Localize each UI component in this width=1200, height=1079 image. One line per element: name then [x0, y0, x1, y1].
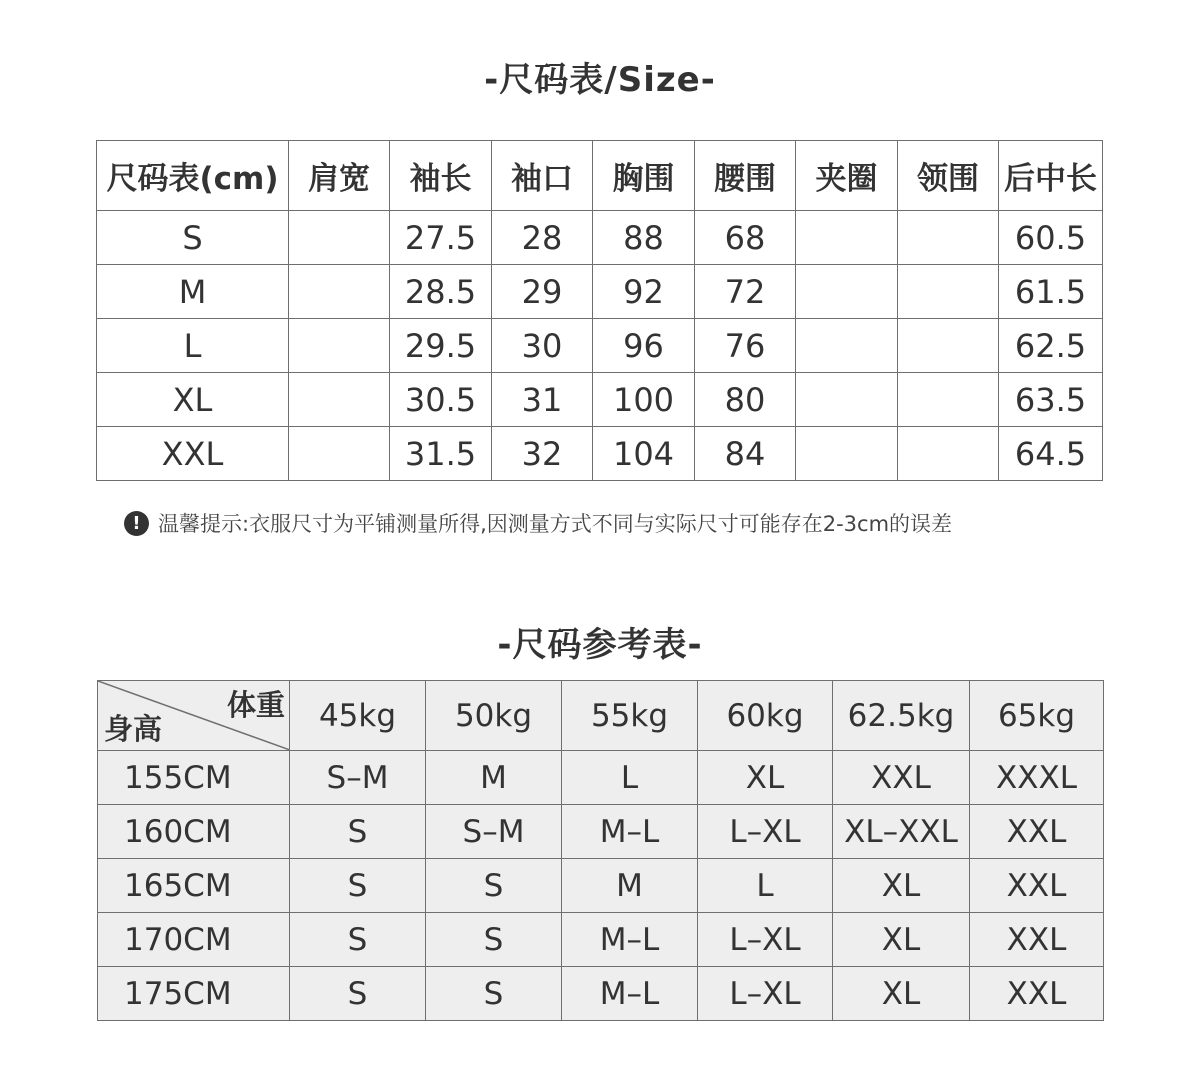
size-cell: 63.5	[999, 373, 1103, 427]
reference-row	[98, 859, 1104, 913]
size-header-cell: 夹圈	[796, 141, 898, 211]
size-suggestion-cell: M–L	[562, 805, 698, 859]
weight-header-cell: 60kg	[698, 681, 833, 751]
size-cell	[898, 373, 999, 427]
size-suggestion-cell: M–L	[562, 967, 698, 1021]
size-cell	[289, 427, 390, 481]
size-cell	[289, 211, 390, 265]
size-suggestion-cell: M	[426, 751, 562, 805]
size-cell	[289, 373, 390, 427]
size-cell	[796, 373, 898, 427]
size-header-cell: 袖口	[492, 141, 593, 211]
size-suggestion-cell: XXL	[970, 913, 1104, 967]
height-cell: 175CM	[98, 967, 290, 1021]
reference-header-row	[98, 681, 1104, 751]
size-suggestion-cell: S	[426, 913, 562, 967]
size-header-cell: 袖长	[390, 141, 492, 211]
size-suggestion-cell: S	[290, 913, 426, 967]
reference-row	[98, 751, 1104, 805]
size-cell: 29	[492, 265, 593, 319]
size-header-cell: 领围	[898, 141, 999, 211]
size-cell	[898, 319, 999, 373]
size-cell	[796, 319, 898, 373]
size-cell: 61.5	[999, 265, 1103, 319]
size-suggestion-cell: S	[426, 859, 562, 913]
size-suggestion-cell: XXL	[833, 751, 970, 805]
size-suggestion-cell: XL–XXL	[833, 805, 970, 859]
size-suggestion-cell: M–L	[562, 913, 698, 967]
size-row	[97, 427, 1103, 481]
size-suggestion-cell: S	[426, 967, 562, 1021]
size-suggestion-cell: L–XL	[698, 967, 833, 1021]
size-cell: 60.5	[999, 211, 1103, 265]
size-suggestion-cell: XL	[833, 913, 970, 967]
weight-header-cell: 62.5kg	[833, 681, 970, 751]
height-cell: 165CM	[98, 859, 290, 913]
size-note-text: 温馨提示:衣服尺寸为平铺测量所得,因测量方式不同与实际尺寸可能存在2-3cm的误差	[158, 512, 953, 536]
size-suggestion-cell: XL	[698, 751, 833, 805]
size-suggestion-cell: L–XL	[698, 805, 833, 859]
size-cell: 27.5	[390, 211, 492, 265]
reference-chart-table	[97, 680, 1104, 1021]
size-cell: 31	[492, 373, 593, 427]
size-header-cell: 腰围	[695, 141, 796, 211]
size-header-cell: 胸围	[593, 141, 695, 211]
corner-height-label: 身高	[104, 712, 163, 746]
size-suggestion-cell: S	[290, 967, 426, 1021]
size-cell: 64.5	[999, 427, 1103, 481]
reference-chart-title: -尺码参考表-	[497, 625, 703, 665]
size-cell: 80	[695, 373, 796, 427]
size-chart-title: -尺码表/Size-	[484, 60, 716, 100]
weight-header-cell: 50kg	[426, 681, 562, 751]
size-cell: 32	[492, 427, 593, 481]
reference-row	[98, 913, 1104, 967]
weight-header-cell: 45kg	[290, 681, 426, 751]
size-suggestion-cell: L	[698, 859, 833, 913]
size-cell: L	[97, 319, 289, 373]
height-cell: 155CM	[98, 751, 290, 805]
corner-weight-label: 体重	[226, 688, 285, 722]
size-cell: 68	[695, 211, 796, 265]
size-suggestion-cell: XXXL	[970, 751, 1104, 805]
size-cell: 96	[593, 319, 695, 373]
size-header-row	[97, 141, 1103, 211]
size-suggestion-cell: XXL	[970, 805, 1104, 859]
exclamation-icon: !	[124, 511, 149, 536]
size-cell	[796, 211, 898, 265]
size-cell: 72	[695, 265, 796, 319]
size-cell: XL	[97, 373, 289, 427]
size-suggestion-cell: XXL	[970, 967, 1104, 1021]
size-suggestion-cell: M	[562, 859, 698, 913]
size-cell: 76	[695, 319, 796, 373]
size-suggestion-cell: S–M	[426, 805, 562, 859]
size-cell: 84	[695, 427, 796, 481]
size-cell: 30.5	[390, 373, 492, 427]
size-cell: 62.5	[999, 319, 1103, 373]
size-cell: 104	[593, 427, 695, 481]
size-row	[97, 211, 1103, 265]
weight-header-cell: 55kg	[562, 681, 698, 751]
size-cell	[289, 319, 390, 373]
size-suggestion-cell: XL	[833, 967, 970, 1021]
size-row	[97, 319, 1103, 373]
size-cell	[796, 265, 898, 319]
size-chart-table	[96, 140, 1103, 481]
size-cell: 100	[593, 373, 695, 427]
reference-row	[98, 967, 1104, 1021]
size-cell	[898, 211, 999, 265]
size-cell	[289, 265, 390, 319]
corner-header-cell	[98, 681, 290, 751]
size-suggestion-cell: XL	[833, 859, 970, 913]
size-cell: 92	[593, 265, 695, 319]
size-cell: 28.5	[390, 265, 492, 319]
size-suggestion-cell: S–M	[290, 751, 426, 805]
size-cell: 88	[593, 211, 695, 265]
size-note	[124, 508, 952, 538]
size-header-cell: 后中长	[999, 141, 1103, 211]
weight-header-cell: 65kg	[970, 681, 1104, 751]
size-suggestion-cell: S	[290, 859, 426, 913]
size-row	[97, 265, 1103, 319]
size-cell: 31.5	[390, 427, 492, 481]
size-suggestion-cell: L	[562, 751, 698, 805]
height-cell: 170CM	[98, 913, 290, 967]
size-suggestion-cell: S	[290, 805, 426, 859]
size-suggestion-cell: L–XL	[698, 913, 833, 967]
size-cell: M	[97, 265, 289, 319]
size-cell	[898, 265, 999, 319]
size-cell	[796, 427, 898, 481]
size-header-cell: 肩宽	[289, 141, 390, 211]
size-cell: 29.5	[390, 319, 492, 373]
size-header-cell: 尺码表(cm)	[97, 141, 289, 211]
size-cell: S	[97, 211, 289, 265]
size-cell: 30	[492, 319, 593, 373]
reference-row	[98, 805, 1104, 859]
size-cell: 28	[492, 211, 593, 265]
size-suggestion-cell: XXL	[970, 859, 1104, 913]
size-cell	[898, 427, 999, 481]
height-cell: 160CM	[98, 805, 290, 859]
size-cell: XXL	[97, 427, 289, 481]
size-row	[97, 373, 1103, 427]
